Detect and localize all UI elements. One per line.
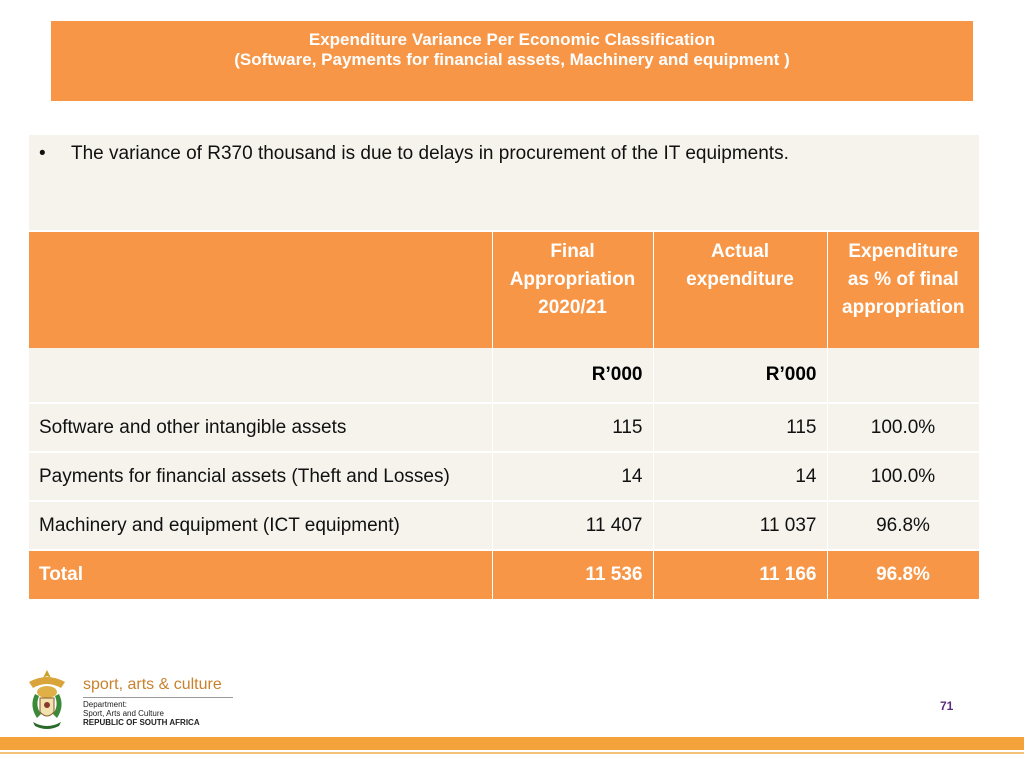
header-text: as % of final	[847, 269, 959, 290]
slide-title-line-2: (Software, Payments for financial assets, Machinery and equipment )	[234, 50, 790, 69]
row-label: Software and other intangible assets	[29, 403, 492, 452]
department-block	[83, 700, 200, 727]
bullet-marker: •	[39, 143, 46, 164]
header-text: Appropriation	[509, 269, 636, 290]
row-percent: 96.8%	[827, 501, 979, 550]
table-header-row	[29, 232, 979, 348]
row-final-appropriation: 11 407	[492, 501, 653, 550]
total-row	[29, 550, 979, 599]
department-line: Department:	[83, 700, 128, 709]
header-text: Final	[550, 241, 595, 262]
slide-title-banner	[51, 21, 973, 101]
brand-divider	[83, 697, 233, 698]
table-row	[29, 501, 979, 550]
variance-note-text: The variance of R370 thousand is due to delays in procurement of the IT equipments.	[71, 143, 789, 164]
page-number: 71	[940, 699, 954, 713]
header-actual-expenditure	[653, 232, 827, 348]
brand-name: sport, arts & culture	[83, 676, 222, 693]
total-percent: 96.8%	[827, 550, 979, 599]
units-row	[29, 348, 979, 403]
header-text: appropriation	[842, 297, 965, 318]
header-expenditure-percent	[827, 232, 979, 348]
units-cell	[827, 348, 979, 403]
header-item	[29, 232, 492, 348]
department-line: Sport, Arts and Culture	[83, 709, 164, 718]
header-text: Expenditure	[848, 241, 959, 262]
footer-line	[0, 752, 1024, 754]
row-actual-expenditure: 14	[653, 452, 827, 501]
expenditure-table	[29, 232, 980, 599]
total-label: Total	[29, 550, 492, 599]
coat-of-arms-icon	[25, 668, 69, 732]
total-actual-expenditure: 11 166	[653, 550, 827, 599]
department-line: REPUBLIC OF SOUTH AFRICA	[83, 718, 200, 727]
row-final-appropriation: 115	[492, 403, 653, 452]
total-final-appropriation: 11 536	[492, 550, 653, 599]
row-final-appropriation: 14	[492, 452, 653, 501]
row-percent: 100.0%	[827, 403, 979, 452]
row-percent: 100.0%	[827, 452, 979, 501]
slide-title-line-1: Expenditure Variance Per Economic Classification	[308, 30, 716, 49]
row-label: Payments for financial assets (Theft and Losses)	[29, 452, 492, 501]
footer-bar	[0, 737, 1024, 750]
variance-note	[29, 135, 979, 230]
table-row	[29, 403, 979, 452]
row-label: Machinery and equipment (ICT equipment)	[29, 501, 492, 550]
row-actual-expenditure: 11 037	[653, 501, 827, 550]
row-actual-expenditure: 115	[653, 403, 827, 452]
units-cell: R’000	[492, 348, 653, 403]
header-final-appropriation	[492, 232, 653, 348]
header-text: expenditure	[686, 269, 794, 290]
header-text: 2020/21	[538, 297, 607, 318]
units-cell	[29, 348, 492, 403]
header-text: Actual	[710, 241, 770, 262]
units-cell: R’000	[653, 348, 827, 403]
table-row	[29, 452, 979, 501]
